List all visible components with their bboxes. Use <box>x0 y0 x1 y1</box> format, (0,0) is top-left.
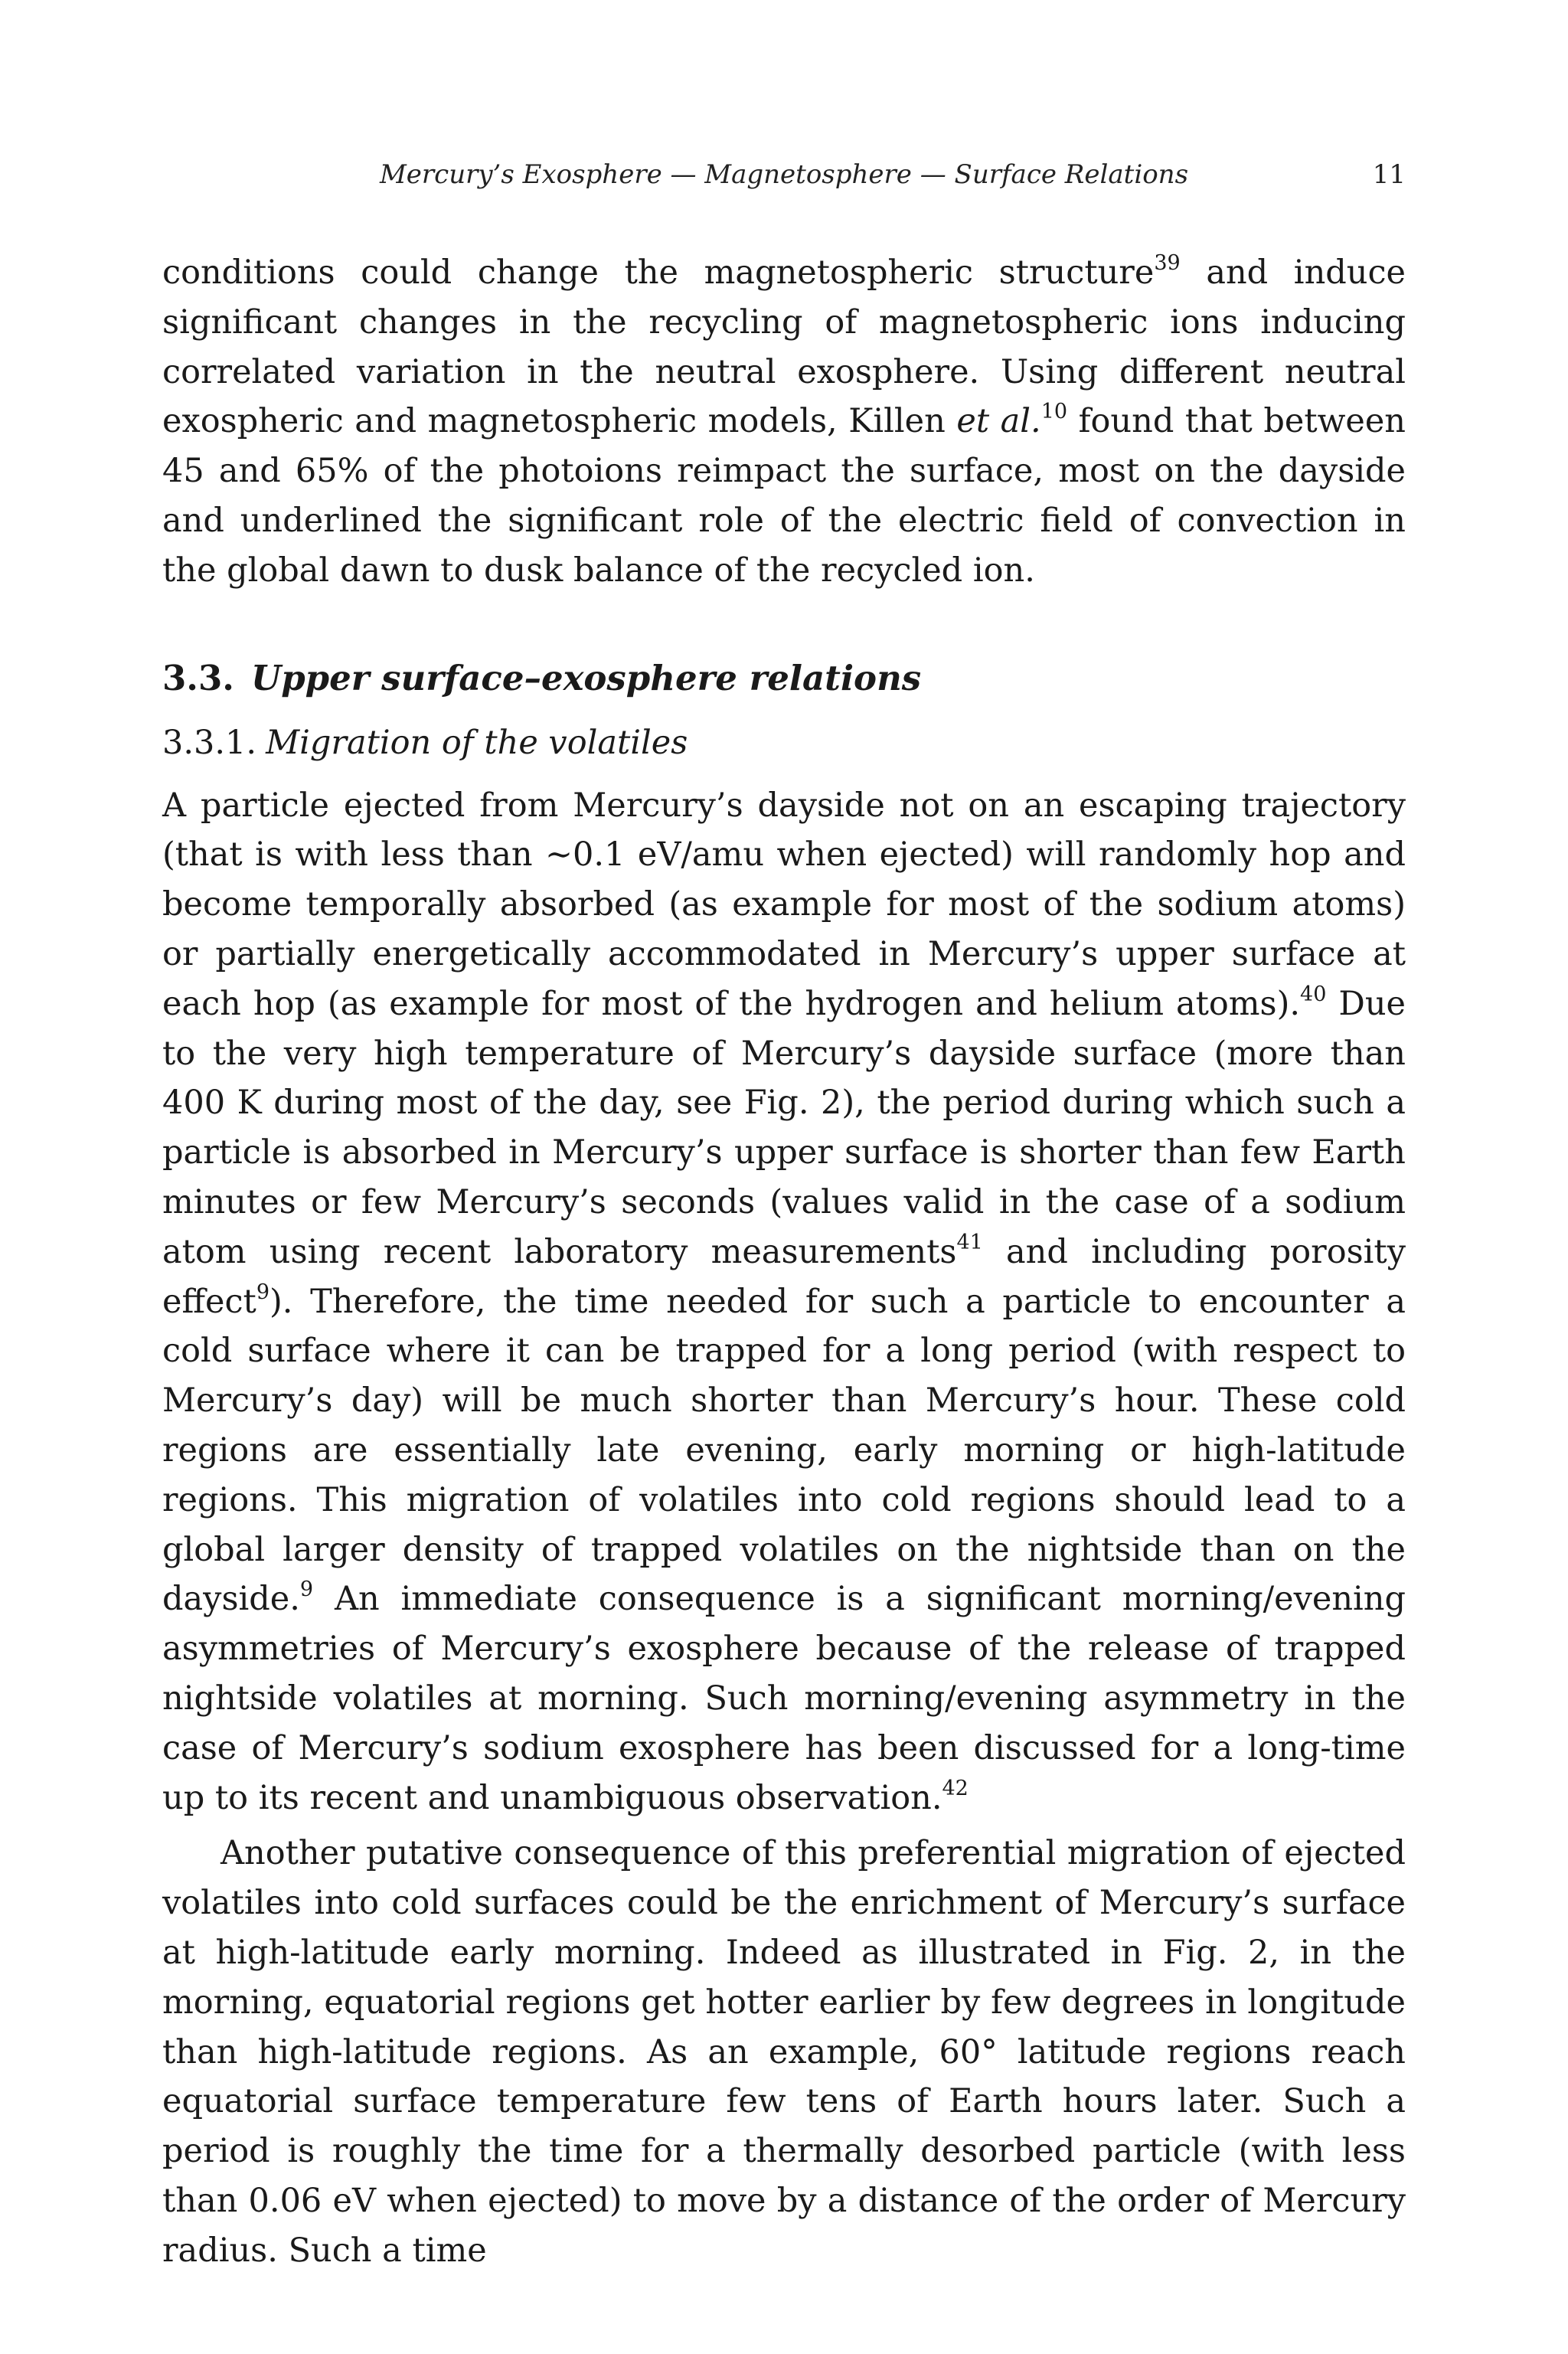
text-run: An immediate consequence is a significant morning/evening asymmetries of Mercury’s exosphere because of the release of trapped nightside volatiles at morning. Such morning/evening asymmetry in the case of Mercury’s sodium exosphere has been discussed for a long-time up to its recent and unambiguous observation. <box>162 1580 1406 1817</box>
text-run: found that between 45 and 65% of the photoions reimpact the surface, most on the dayside and underlined the significant role of the electric field of convection in the global dawn to dusk balance of the recycled ion. <box>162 402 1406 590</box>
paragraph-2 <box>162 781 1406 1823</box>
page-number: 11 <box>1372 159 1406 190</box>
running-title: Mercury’s Exosphere — Magnetosphere — Surface Relations <box>379 159 1189 190</box>
subsection-heading <box>162 718 1406 767</box>
citation-superscript: 41 <box>956 1230 983 1254</box>
text-run: Due to the very high temperature of Mercury’s dayside surface (more than 400 K during most of the day, see Fig. 2), the period during which such a particle is absorbed in Mercury’s upper surface is shorter than few Earth minutes or few Mercury’s seconds (values valid in the case of a sodium atom using recent laboratory measurements <box>162 984 1406 1271</box>
et-al-italic: et al. <box>956 402 1041 441</box>
citation-superscript: 9 <box>256 1280 270 1304</box>
text-run: and including porosity effect <box>162 1232 1406 1321</box>
citation-superscript: 39 <box>1154 251 1181 275</box>
citation-superscript: 10 <box>1040 400 1068 424</box>
paragraph-3: Another putative consequence of this preferential migration of ejected volatiles into cold surfaces could be the enrichment of Mercury’s surface at high-latitude early morning. Indeed as illustrated in Fig. 2, in the morning, equatorial regions get hotter earlier by few degrees in longitude than high-latitude regions. As an example, 60° latitude regions reach equatorial surface temperature few tens of Earth hours later. Such a period is roughly the time for a thermally desorbed particle (with less than 0.06 eV when ejected) to move by a distance of the order of Mercury radius. Such a time <box>162 1834 1406 2270</box>
page <box>162 159 1406 2275</box>
text-run: A particle ejected from Mercury’s dayside not on an escaping trajectory (that is with less than ∼0.1 eV/amu when ejected) will randomly hop and become temporally absorbed (as example for most of the sodium atoms) or partially energetically accommodated in Mercury’s upper surface at each hop (as example for most of the hydrogen and helium atoms). <box>162 786 1406 1023</box>
section-number: 3.3. <box>162 657 234 698</box>
citation-superscript: 40 <box>1300 982 1327 1006</box>
text-run: ). Therefore, the time needed for such a particle to encounter a cold surface where it can be trapped for a long period (with respect to Mercury’s day) will be much shorter than Mercury’s hour. These cold regions are essentially late evening, early morning or high-latitude regions. This migration of volatiles into cold regions should lead to a global larger density of trapped volatiles on the nightside than on the dayside. <box>162 1282 1406 1619</box>
text-run: conditions could change the magnetospheric structure <box>162 253 1155 292</box>
citation-superscript: 9 <box>299 1578 314 1602</box>
subsection-number: 3.3.1. <box>162 723 257 762</box>
running-head <box>162 159 1406 205</box>
section-heading <box>162 654 1406 703</box>
subsection-title: Migration of the volatiles <box>266 723 688 762</box>
body-text <box>162 248 1406 2275</box>
paragraph-1 <box>162 248 1406 596</box>
section-title: Upper surface–exosphere relations <box>250 657 922 698</box>
citation-superscript: 42 <box>942 1776 969 1800</box>
text-run: and induce significant changes in the recycling of magnetospheric ions inducing correlated variation in the neutral exosphere. Using different neutral exospheric and magnetospheric models, Killen <box>162 253 1406 441</box>
